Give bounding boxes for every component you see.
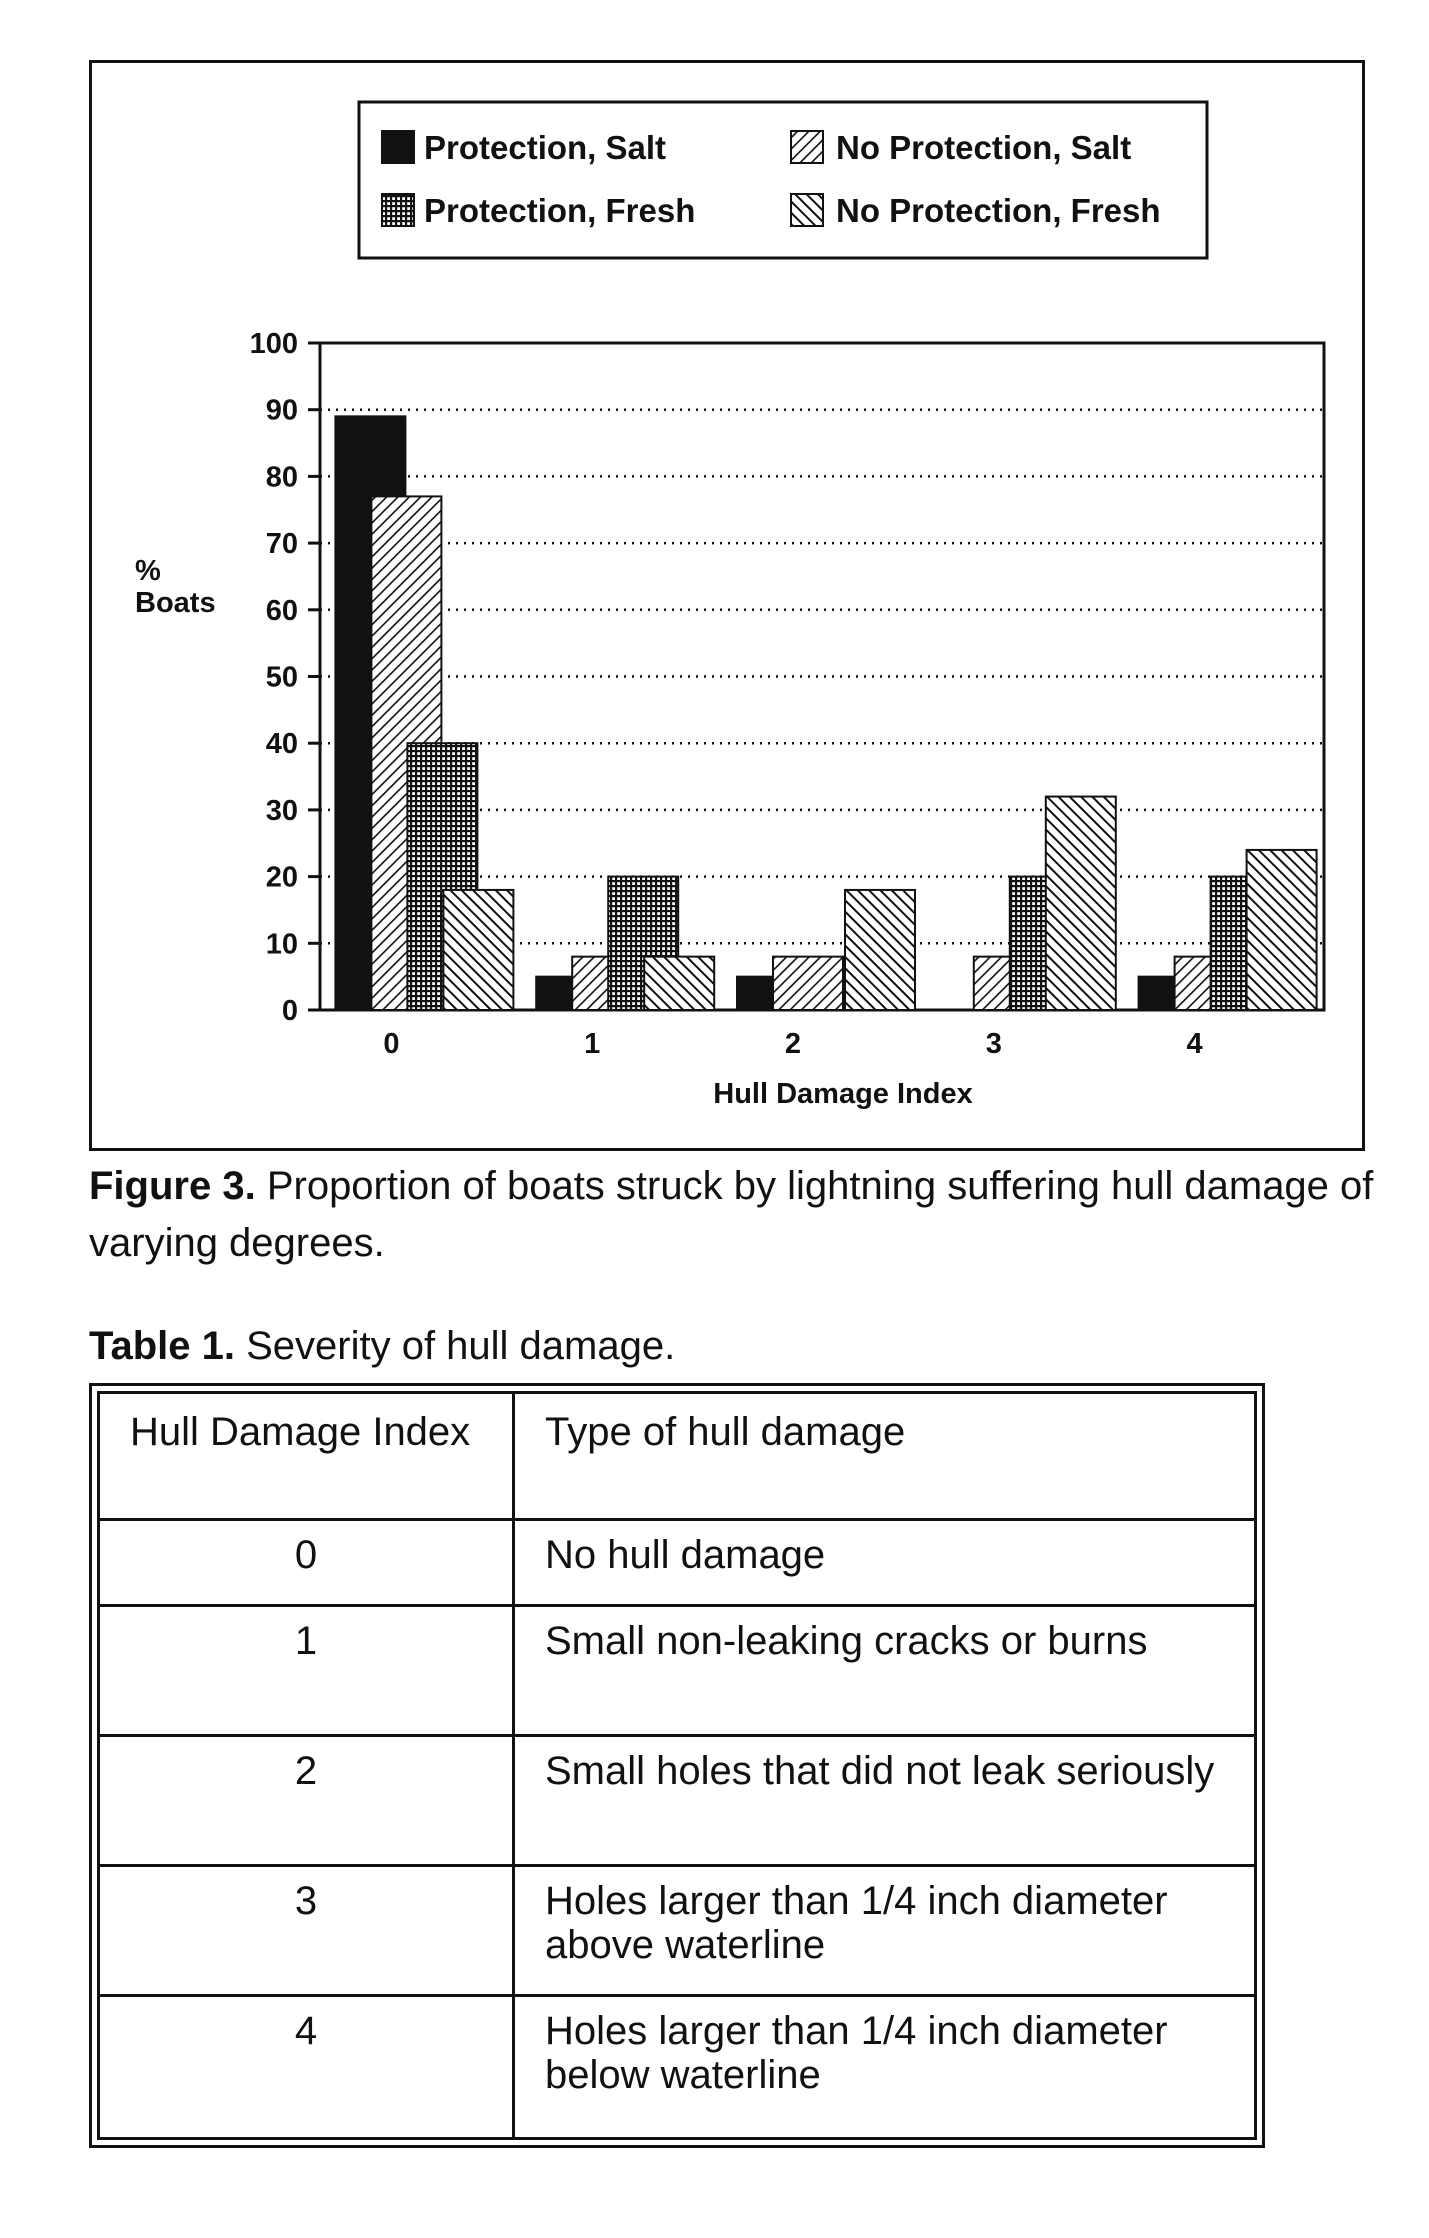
legend-label-protection-fresh: Protection, Fresh: [424, 192, 696, 229]
y-tick-label: 70: [265, 528, 298, 561]
y-tick-label: 0: [281, 995, 298, 1027]
table-cell-damage: No hull damage: [514, 1520, 1256, 1606]
y-tick-label: 50: [265, 661, 298, 694]
table-row: [99, 1866, 1256, 1996]
table-row: [99, 1996, 1256, 2139]
legend-swatch-protection-fresh: [382, 194, 414, 226]
legend-swatch-no-protection-fresh: [791, 194, 823, 226]
x-axis-title: Hull Damage Index: [713, 1078, 973, 1110]
table-cell-index: 3: [99, 1866, 514, 1996]
table-cell-damage: Holes larger than 1/4 inch diameter above waterline: [514, 1866, 1256, 1996]
bar: [773, 957, 843, 1010]
table-cell-index: 2: [99, 1736, 514, 1866]
bar: [443, 890, 513, 1010]
x-tick-label: 0: [383, 1028, 400, 1060]
figure-caption-text: Proportion of boats struck by lightning suffering hull damage of varying degrees.: [89, 1164, 1374, 1265]
bar: [1247, 850, 1317, 1010]
table-cell-index: 0: [99, 1520, 514, 1606]
x-tick-label: 4: [1186, 1028, 1203, 1060]
table-row: [99, 1736, 1256, 1866]
bar: [845, 890, 915, 1010]
y-tick-label: 90: [265, 394, 298, 427]
header-hull-damage-index: Hull Damage Index: [99, 1393, 514, 1520]
hull-damage-table: [97, 1391, 1257, 2140]
table-cell-index: 1: [99, 1606, 514, 1736]
table-cell-damage: Holes larger than 1/4 inch diameter below waterline: [514, 1996, 1256, 2139]
table-caption-text: Severity of hull damage.: [234, 1324, 676, 1368]
table-caption: [89, 1318, 675, 1374]
table-row: [99, 1520, 1256, 1606]
figure-caption: [89, 1158, 1379, 1272]
bar: [644, 957, 714, 1010]
legend-swatch-protection-salt: [382, 131, 414, 163]
y-tick-label: 100: [249, 328, 298, 360]
table-cell-index: 4: [99, 1996, 514, 2139]
y-tick-label: 30: [265, 794, 298, 827]
x-tick-label: 2: [784, 1028, 802, 1060]
legend-box: [359, 102, 1207, 258]
table-header-row: [99, 1393, 1256, 1520]
table-frame: [89, 1383, 1265, 2148]
y-axis-title-line2: Boats: [135, 587, 216, 619]
y-tick-label: 10: [265, 928, 298, 961]
y-tick-label: 40: [265, 728, 298, 761]
table-cell-damage: Small non-leaking cracks or burns: [514, 1606, 1256, 1736]
x-tick-label: 3: [985, 1028, 1002, 1060]
table-row: [99, 1606, 1256, 1736]
y-tick-label: 60: [265, 594, 298, 627]
legend-swatch-no-protection-salt: [791, 131, 823, 163]
x-axis: [383, 1028, 1202, 1060]
figure-caption-label: Figure 3.: [89, 1164, 256, 1208]
legend-label-no-protection-fresh: No Protection, Fresh: [836, 192, 1161, 229]
y-tick-label: 20: [265, 861, 298, 894]
header-type-of-damage: Type of hull damage: [514, 1393, 1256, 1520]
bars: [335, 416, 1316, 1010]
table-cell-damage: Small holes that did not leak seriously: [514, 1736, 1256, 1866]
y-axis-title-line1: %: [135, 555, 161, 587]
legend-label-no-protection-salt: No Protection, Salt: [836, 129, 1132, 166]
legend-label-protection-salt: Protection, Salt: [424, 129, 667, 166]
x-tick-label: 1: [584, 1028, 601, 1060]
bar: [1046, 797, 1116, 1010]
y-tick-label: 80: [265, 461, 298, 494]
y-axis: [250, 328, 320, 1027]
table-caption-label: Table 1.: [89, 1324, 235, 1368]
